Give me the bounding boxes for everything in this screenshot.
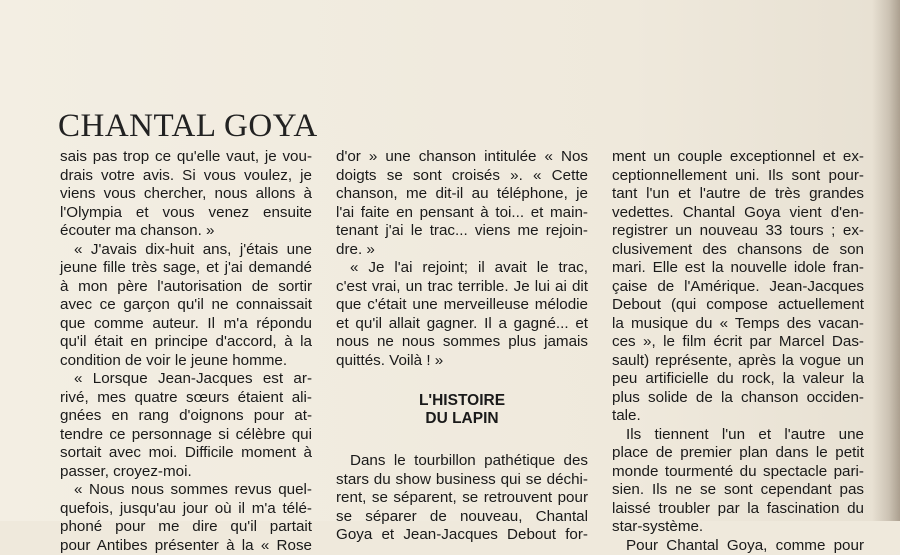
text-line: Pour Chantal Goya, comme pour [612, 537, 864, 555]
text-line: sien. Ils ne se sont cependant pas [612, 481, 864, 500]
text-line: viens vous chercher, nous allons à [60, 185, 312, 204]
text-line: tale. [612, 407, 864, 426]
text-line: à mon père l'autorisation de sortir [60, 278, 312, 297]
text-line: rivé, mes quatre sœurs étaient ali- [60, 389, 312, 408]
text-line: gnées en rang d'oignons pour at- [60, 407, 312, 426]
text-line: quefois, jusqu'au jour où il m'a télé- [60, 500, 312, 519]
section-heading-line-1: L'HISTOIRE [336, 392, 588, 410]
text-line: drais votre avis. Si vous voulez, je [60, 167, 312, 186]
paragraph [60, 148, 312, 241]
text-line: tenant j'ai le trac... viens me rejoin- [336, 222, 588, 241]
text-line: clusivement des chansons de son [612, 241, 864, 260]
section-heading [336, 392, 588, 428]
section-heading-line-2: DU LAPIN [336, 410, 588, 428]
column-2-bottom [336, 452, 588, 545]
column-3 [612, 148, 864, 555]
text-line: doigts se sont croisés ». « Cette [336, 167, 588, 186]
text-line: vedettes. Chantal Goya vient d'en- [612, 204, 864, 223]
text-line: et qu'il allait gagner. Il a gagné... et [336, 315, 588, 334]
text-line: laissé troubler par la fascination du [612, 500, 864, 519]
paragraph [60, 370, 312, 481]
text-line: tendre ce personnage si célèbre qui [60, 426, 312, 445]
paragraph [60, 241, 312, 371]
text-line: « J'avais dix-huit ans, j'étais une [60, 241, 312, 260]
text-line: peu artificielle du rock, la valeur la [612, 370, 864, 389]
paragraph [336, 452, 588, 545]
text-line: phoné pour me dire qu'il partait [60, 518, 312, 537]
text-line: se séparer de nouveau, Chantal [336, 508, 588, 527]
text-line: l'Olympia et vous venez ensuite [60, 204, 312, 223]
text-line: quittés. Voilà ! » [336, 352, 588, 371]
text-line: jeune fille très sage, et j'ai demandé [60, 259, 312, 278]
paragraph [612, 148, 864, 426]
text-line: mari. Elle est la nouvelle idole fran- [612, 259, 864, 278]
page-spine-shadow [872, 0, 900, 521]
text-line: ces », le film écrit par Marcel Das- [612, 333, 864, 352]
text-line: plus solide de la chanson occiden- [612, 389, 864, 408]
text-line: pour Antibes présenter à la « Rose [60, 537, 312, 555]
text-line: avec ce garçon qu'il ne connaissait [60, 296, 312, 315]
text-line: stars du show business qui se déchi- [336, 471, 588, 490]
text-line: tant l'un et l'autre de très grandes [612, 185, 864, 204]
paragraph [612, 426, 864, 537]
text-line: monde tourmenté du spectacle pari- [612, 463, 864, 482]
text-line: star-système. [612, 518, 864, 537]
column-2 [336, 148, 588, 545]
text-line: qu'il était en principe d'accord, à la [60, 333, 312, 352]
text-line: passer, croyez-moi. [60, 463, 312, 482]
text-line: d'or » une chanson intitulée « Nos [336, 148, 588, 167]
text-line: place de premier plan dans le petit [612, 444, 864, 463]
text-line: condition de voir le jeune homme. [60, 352, 312, 371]
text-line: sortait avec moi. Difficile moment à [60, 444, 312, 463]
column-2-top [336, 148, 588, 370]
text-line: ceptionnellement uni. Ils sont pour- [612, 167, 864, 186]
text-line: c'est vrai, un trac terrible. Je lui ai dit [336, 278, 588, 297]
text-line: Ils tiennent l'un et l'autre une [612, 426, 864, 445]
text-line: sault) représente, après la vogue un [612, 352, 864, 371]
text-line: Dans le tourbillon pathétique des [336, 452, 588, 471]
paragraph [60, 481, 312, 555]
text-line: ment un couple exceptionnel et ex- [612, 148, 864, 167]
text-line: l'ai faite en pensant à toi... et main- [336, 204, 588, 223]
text-line: sais pas trop ce qu'elle vaut, je vou- [60, 148, 312, 167]
text-line: que comme auteur. Il m'a répondu [60, 315, 312, 334]
text-line: « Lorsque Jean-Jacques est ar- [60, 370, 312, 389]
text-line: nous ne nous sommes plus jamais [336, 333, 588, 352]
text-line: dre. » [336, 241, 588, 260]
text-line: que c'était une merveilleuse mélodie [336, 296, 588, 315]
text-line: registrer un nouveau 33 tours ; ex- [612, 222, 864, 241]
paragraph [336, 148, 588, 259]
article-title: CHANTAL GOYA [58, 108, 318, 145]
text-line: la musique du « Temps des vacan- [612, 315, 864, 334]
text-line: çaise de l'Amérique. Jean-Jacques [612, 278, 864, 297]
text-line: Debout (qui compose actuellement [612, 296, 864, 315]
paragraph [336, 259, 588, 370]
paragraph [612, 537, 864, 555]
text-line: Goya et Jean-Jacques Debout for- [336, 526, 588, 545]
text-line: rent, se séparent, se retrouvent pour [336, 489, 588, 508]
text-line: chanson, me dit-il au téléphone, je [336, 185, 588, 204]
text-line: écouter ma chanson. » [60, 222, 312, 241]
text-line: « Je l'ai rejoint; il avait le trac, [336, 259, 588, 278]
text-line: « Nous nous sommes revus quel- [60, 481, 312, 500]
column-1 [60, 148, 312, 555]
